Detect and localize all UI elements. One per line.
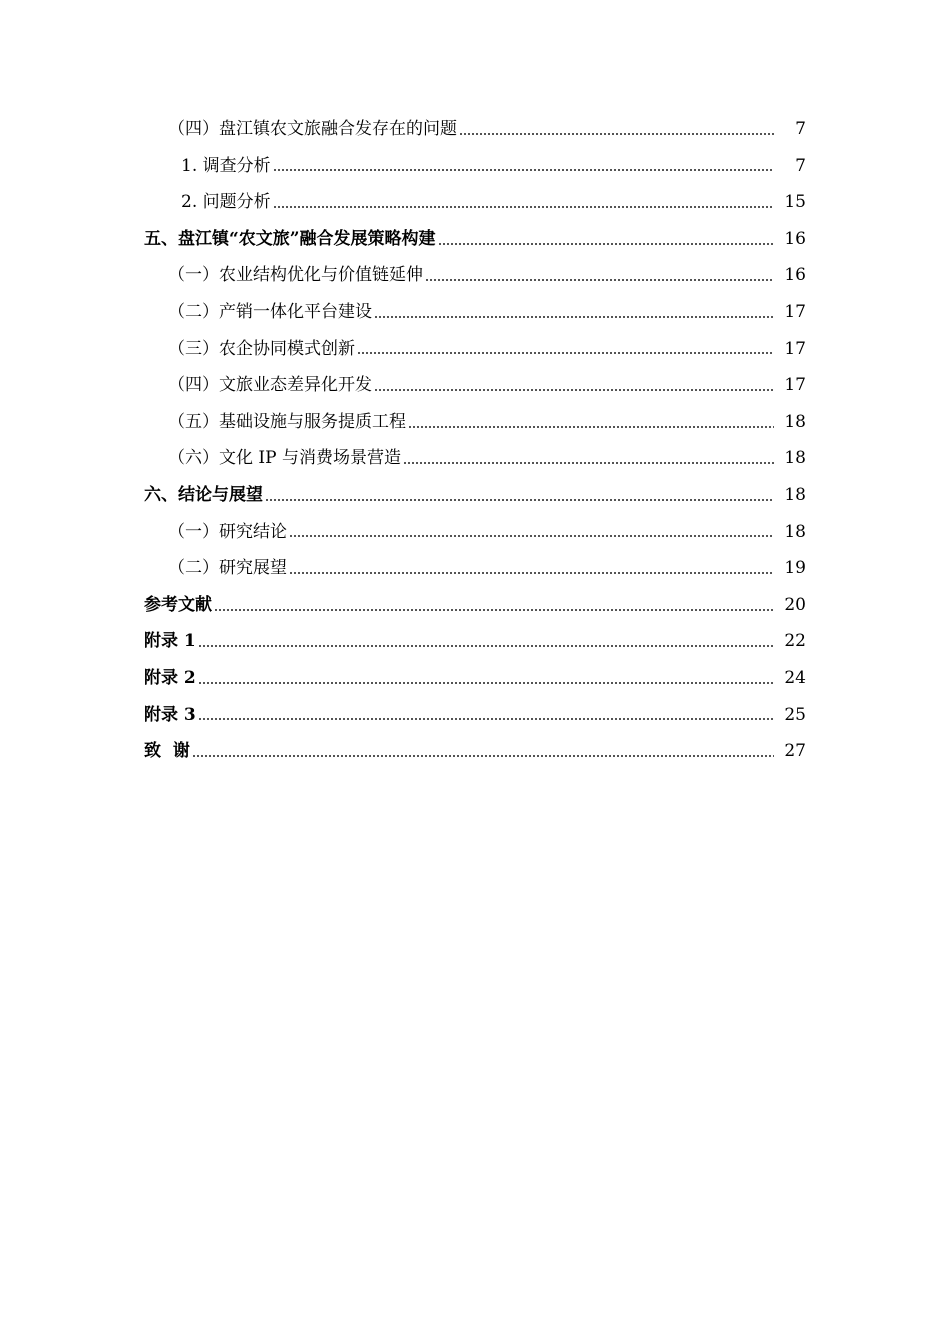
toc-entry[interactable] — [0, 514, 806, 551]
toc-entry[interactable] — [0, 697, 806, 734]
toc-dot-leader — [289, 572, 774, 574]
toc-entry-page: 16 — [784, 265, 806, 286]
toc-entry[interactable] — [0, 440, 806, 477]
toc-entry[interactable] — [0, 623, 806, 660]
toc-entry[interactable] — [0, 367, 806, 404]
toc-dot-leader — [273, 206, 774, 208]
toc-entry-page: 17 — [784, 375, 806, 396]
toc-entry-page: 17 — [784, 338, 806, 359]
toc-entry-page: 25 — [784, 704, 806, 725]
table-of-contents — [0, 111, 950, 770]
toc-entry-page: 15 — [784, 192, 806, 213]
toc-entry[interactable] — [0, 550, 806, 587]
toc-entry-label: （四）文旅业态差异化开发 — [168, 367, 372, 404]
toc-dot-leader — [425, 279, 774, 281]
toc-entry-page: 18 — [784, 484, 806, 505]
toc-dot-leader — [198, 645, 774, 647]
toc-entry-label: 附录 1 — [144, 623, 196, 660]
toc-dot-leader — [192, 755, 774, 757]
toc-entry-label: 致 谢 — [144, 733, 190, 770]
toc-entry-label: 五、盘江镇“农文旅”融合发展策略构建 — [144, 221, 436, 258]
toc-entry[interactable] — [0, 257, 806, 294]
toc-entry-label: （一）农业结构优化与价值链延伸 — [168, 257, 423, 294]
toc-dot-leader — [403, 462, 774, 464]
toc-entry-label: （五）基础设施与服务提质工程 — [168, 404, 406, 441]
toc-entry-page: 18 — [784, 411, 806, 432]
toc-dot-leader — [357, 352, 774, 354]
toc-entry-page: 22 — [784, 631, 806, 652]
toc-dot-leader — [273, 169, 774, 171]
toc-entry[interactable] — [0, 148, 806, 185]
toc-entry[interactable] — [0, 733, 806, 770]
toc-entry-page: 16 — [784, 228, 806, 249]
toc-dot-leader — [408, 426, 774, 428]
toc-entry[interactable] — [0, 221, 806, 258]
toc-entry[interactable] — [0, 111, 806, 148]
toc-dot-leader — [374, 316, 774, 318]
toc-entry-label: （六）文化 IP 与消费场景营造 — [168, 440, 401, 477]
toc-entry-page: 7 — [795, 119, 806, 139]
toc-entry-page: 18 — [784, 521, 806, 542]
toc-entry[interactable] — [0, 660, 806, 697]
toc-dot-leader — [438, 243, 774, 245]
toc-entry-label: （四）盘江镇农文旅融合发存在的问题 — [168, 111, 457, 148]
toc-entry-label: 1. 调查分析 — [181, 148, 271, 185]
toc-dot-leader — [198, 682, 774, 684]
toc-dot-leader — [265, 499, 774, 501]
toc-entry[interactable] — [0, 294, 806, 331]
toc-entry-page: 24 — [784, 667, 806, 688]
toc-entry-page: 19 — [784, 558, 806, 579]
toc-entry-page: 27 — [784, 741, 806, 762]
toc-dot-leader — [459, 133, 774, 135]
toc-entry-label: 2. 问题分析 — [181, 184, 271, 221]
toc-entry-page: 17 — [784, 301, 806, 322]
toc-entry[interactable] — [0, 331, 806, 368]
toc-entry-label: 附录 2 — [144, 660, 196, 697]
toc-entry-label: 附录 3 — [144, 697, 196, 734]
toc-entry-page: 18 — [784, 448, 806, 469]
toc-entry[interactable] — [0, 184, 806, 221]
toc-dot-leader — [374, 389, 774, 391]
toc-dot-leader — [198, 718, 774, 720]
toc-entry-page: 20 — [784, 594, 806, 615]
toc-entry-page: 7 — [795, 155, 806, 176]
toc-entry-label: 参考文献 — [144, 587, 212, 624]
toc-dot-leader — [214, 609, 774, 611]
toc-entry[interactable] — [0, 404, 806, 441]
toc-dot-leader — [289, 535, 774, 537]
toc-entry-label: （三）农企协同模式创新 — [168, 331, 355, 368]
toc-entry-label: （二）研究展望 — [168, 550, 287, 587]
toc-entry-label: 六、结论与展望 — [144, 477, 263, 514]
toc-entry[interactable] — [0, 477, 806, 514]
toc-entry[interactable] — [0, 587, 806, 624]
toc-entry-label: （二）产销一体化平台建设 — [168, 294, 372, 331]
toc-entry-label: （一）研究结论 — [168, 514, 287, 551]
